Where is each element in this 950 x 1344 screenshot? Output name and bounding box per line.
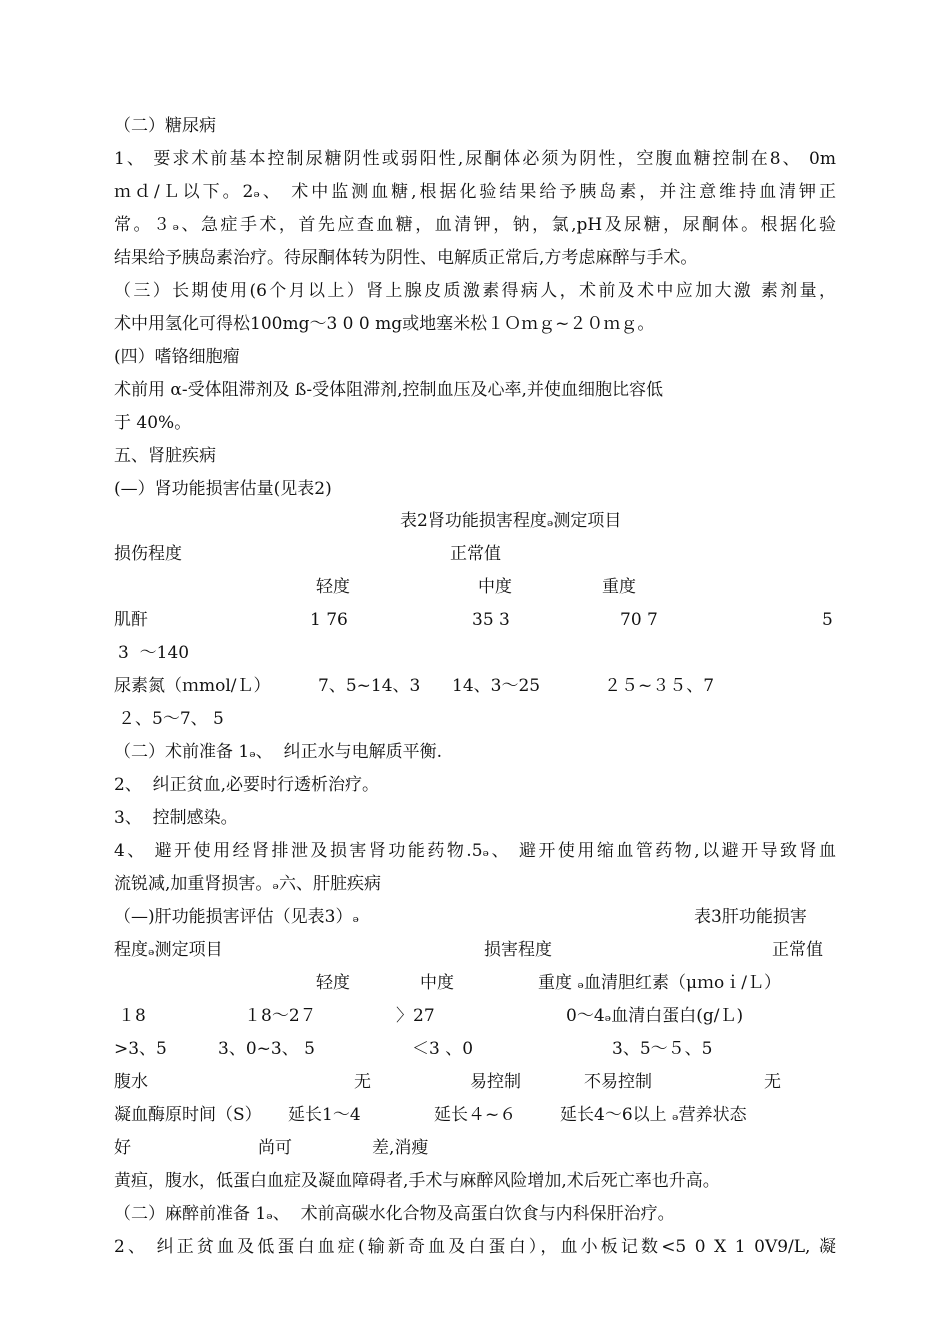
table-header: 损伤程度: [114, 544, 182, 564]
table-row-label: 尿素氮（ｍmol/Ｌ）: [114, 676, 271, 696]
paragraph-line: 常。３ₔ、急症手术，首先应查血糖，血清钾，钠，氯,pH及尿糖，尿酮体。根据化验: [114, 215, 836, 235]
table-header: 中度: [420, 973, 454, 993]
table-header: 正常值: [450, 544, 501, 564]
table-cell: 不易控制: [584, 1072, 652, 1092]
paragraph-line: 2、 纠正贫血,必要时行透析治疗。: [114, 775, 380, 795]
paragraph-line: 黄疸，腹水，低蛋白血症及凝血障碍者,手术与麻醉风险增加,术后死亡率也升高。: [114, 1171, 720, 1191]
table-cell: 延长1～4: [288, 1105, 361, 1125]
paragraph-line: （三）长期使用(6个月以上）肾上腺皮质激素得病人，术前及术中应加大激 素剂量，: [114, 281, 836, 301]
heading-liver-assessment: （—)肝功能损害评估（见表3）ₔ: [114, 907, 360, 927]
table-cell: 5: [822, 610, 833, 630]
table-cell: 差,消瘦: [372, 1138, 429, 1158]
table-cell: 〉27: [396, 1006, 435, 1026]
paragraph-line: 于 40%。: [114, 413, 192, 433]
paragraph-line: 术中用氢化可得松100mg～3 0 0 mg或地塞米松１Ｏｍｇ~２０ｍｇ。: [114, 314, 655, 334]
table-cell: 1 76: [310, 610, 348, 630]
paragraph-line: （二）麻醉前准备 1ₔ、 术前高碳水化合物及高蛋白饮食与内科保肝治疗。: [114, 1204, 675, 1224]
table-caption: 表3肝功能损害: [694, 907, 807, 927]
table-cell: 3 ～140: [118, 643, 190, 663]
table-cell: 延长４~６: [434, 1105, 517, 1125]
table-cell: 易控制: [470, 1072, 521, 1092]
table-cell: １8～2７: [244, 1006, 317, 1026]
paragraph-line: （二）术前准备 1ₔ、 纠正水与电解质平衡.: [114, 742, 443, 762]
paragraph-line: 术前用 α-受体阻滞剂及 ß-受体阻滞剂,控制血压及心率,并使血细胞比容低: [114, 380, 663, 400]
table-cell: 尚可: [258, 1138, 292, 1158]
table-cell: >3、5: [114, 1039, 167, 1059]
paragraph-line: 1、 要求术前基本控制尿糖阴性或弱阳性,尿酮体必须为阴性，空腹血糖控制在8、 0m: [114, 149, 836, 169]
table-row-label: 腹水: [114, 1072, 148, 1092]
table-header: 损害程度: [484, 940, 552, 960]
table-cell: ２５~３５、7: [604, 676, 715, 696]
table-cell: ２、5～7、 5: [118, 709, 224, 729]
table-cell: ＜3 、0: [412, 1039, 474, 1059]
table-cell: 70 7: [620, 610, 658, 630]
paragraph-line: 2、 纠正贫血及低蛋白血症(输新奇血及白蛋白），血小板记数<5 0 X 1 0V9/L, 凝: [114, 1237, 836, 1257]
table-row-label: 肌酐: [114, 610, 148, 630]
paragraph-line: 4、 避开使用经肾排泄及损害肾功能药物.5ₔ、 避开使用缩血管药物,以避开导致肾血: [114, 841, 836, 861]
table-cell: 35 3: [472, 610, 510, 630]
table-caption: 表2肾功能损害程度ₔ测定项目: [400, 511, 622, 531]
heading-kidney-assessment: (—）肾功能损害估量(见表2): [114, 479, 332, 499]
paragraph-line: 结果给予胰岛素治疗。待尿酮体转为阴性、电解质正常后,方考虑麻醉与手术。: [114, 248, 698, 268]
paragraph-line: ｍｄ/Ｌ以下。2ₔ、 术中监测血糖,根据化验结果给予胰岛素，并注意维持血清钾正: [114, 182, 836, 202]
table-header: 重度 ₔ血清胆红素（μｍoｉ/Ｌ）: [538, 973, 781, 993]
table-header: 中度: [478, 577, 512, 597]
table-cell: 3、0~3、 5: [218, 1039, 315, 1059]
paragraph-line: 3、 控制感染。: [114, 808, 238, 828]
table-cell: 7、5~14、3: [318, 676, 421, 696]
table-cell: 无: [354, 1072, 371, 1092]
table-caption: 程度ₔ测定项目: [114, 940, 223, 960]
table-cell: 14、3～25: [452, 676, 541, 696]
table-header: 重度: [602, 577, 636, 597]
heading-pheochromocytoma: (四）嗜铬细胞瘤: [114, 347, 240, 367]
paragraph-line: 流锐减,加重肾损害。ₔ六、肝脏疾病: [114, 874, 381, 894]
heading-diabetes: （二）糖尿病: [114, 116, 216, 136]
table-header: 正常值: [772, 940, 823, 960]
table-header: 轻度: [316, 577, 350, 597]
table-cell: 好: [114, 1138, 131, 1158]
table-cell: 3、5～５、5: [612, 1039, 713, 1059]
table-cell: 无: [764, 1072, 781, 1092]
table-header: 轻度: [316, 973, 350, 993]
table-cell: １8: [118, 1006, 146, 1026]
heading-kidney-disease: 五、肾脏疾病: [114, 446, 216, 466]
table-row-label: 凝血酶原时间（S）: [114, 1105, 262, 1125]
table-cell: 0～4ₔ血清白蛋白(g/Ｌ): [566, 1006, 744, 1026]
table-cell: 延长4～6以上 ₔ营养状态: [560, 1105, 747, 1125]
